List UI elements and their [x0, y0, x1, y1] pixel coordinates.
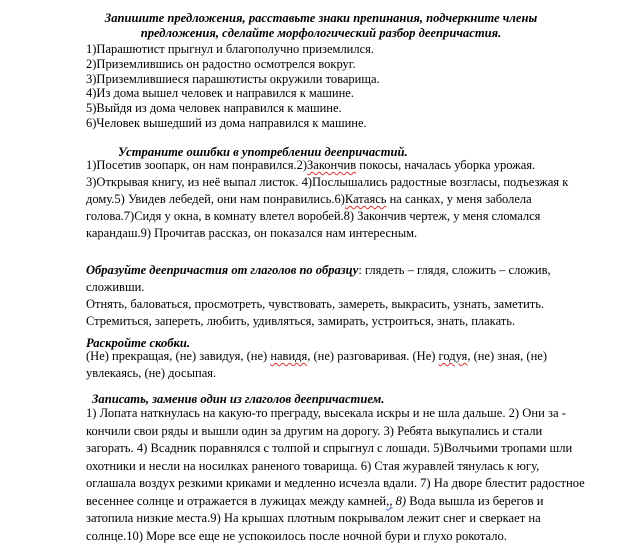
section3-example: : глядеть – глядя, сложить – сложив, сложивши.	[86, 263, 551, 294]
text-run: , (не) разговаривая. (Не)	[307, 349, 439, 363]
text-run: покосы, началась уборка урожая. 3)Открывая книгу, из неё выпал листок. 4)Послышались радостные возгласы, подъезжая к дому.5) Увидев лебедей, они нам понравились.6)	[86, 158, 569, 206]
list-item: 1)Парашютист прыгнул и благополучно приземлился.	[86, 42, 375, 56]
text-run: Вода вышла из берегов и затопила низкие места.9) На крышах плотным покрывалом лежит снег и сверкает на солнце.10) Море все еще не успокоилось после ночной бури и глухо рокотало.	[86, 493, 544, 543]
section2-heading: Устраните ошибки в употреблении деепричастий.	[118, 145, 408, 159]
spellcheck-word: Закончив	[307, 158, 357, 172]
section1-list	[86, 42, 380, 131]
list-item: 2)Приземлившись он радостно осмотрелся вокруг.	[86, 56, 356, 71]
item-number: 8)	[392, 493, 407, 508]
section2-text	[86, 157, 586, 242]
section3-heading: Образуйте деепричастия от глаголов по образцу	[86, 263, 359, 277]
text-run: 1)Посетив зоопарк, он нам понравился.2)	[86, 158, 308, 172]
spellcheck-word: годуя	[438, 349, 468, 363]
list-item: 5)Выйдя из дома человек направился к машине.	[86, 101, 342, 116]
list-item: 6)Человек вышедший из дома направился к машине.	[86, 115, 367, 130]
list-item: 3)Приземлившиеся парашютисты окружили товарища.	[86, 71, 380, 86]
spellcheck-word: навидя	[270, 349, 308, 363]
text-run: (Не) прекращая, (не) завидуя, (не)	[86, 349, 271, 363]
spellcheck-word: Катаясь	[344, 192, 387, 206]
section1-heading: Запишите предложения, расставьте знаки препинания, подчеркните члены предложения, сделайте морфологический разбор деепричастия.	[104, 11, 538, 40]
section5-heading: Записать, заменив один из глаголов деепричастием.	[92, 392, 385, 406]
section4-heading: Раскройте скобки.	[86, 336, 191, 350]
text-run: , (не) зная, (не) увлекаясь, (не) досыпая.	[86, 349, 547, 380]
section4-text	[86, 348, 586, 382]
spellcheck-mark: ,,	[386, 493, 393, 508]
section5-text	[86, 405, 586, 545]
list-item: 4)Из дома вышел человек и направился к машине.	[86, 86, 354, 101]
section3-text	[86, 262, 586, 330]
text-run: на санках, у меня заболела голова.7)Сидя у окна, в комнату влетел воробей.8) Закончив чертеж, у меня сломался карандаш.9) Прочитав рассказ, он показался нам интересным.	[86, 192, 541, 240]
section3-body: Отнять, баловаться, просмотреть, чувствовать, замереть, выкрасить, узнать, заметить. Стремиться, запереть, любить, удивляться, замирать, устроиться, знать, плакать.	[86, 297, 545, 328]
text-run: 1) Лопата наткнулась на какую-то преграду, высекала искры и не шла дальше. 2) Они за - кончили свои ряды и вышли один за другим на дорогу. 3) Ребята выкупались и стали загорать. 4) Всадник поравнялся с толпой и спрыгнул с лошади. 5)Волчьими тропами шли охотники и несли на носилках раненого товарища. 6) Стая журавлей тянулась к югу, оглашала воздух резкими криками и медленно исчезла вдали. 7) На дворе блестит радостное весеннее солнце и отражается в лужицах между камней	[86, 406, 585, 508]
